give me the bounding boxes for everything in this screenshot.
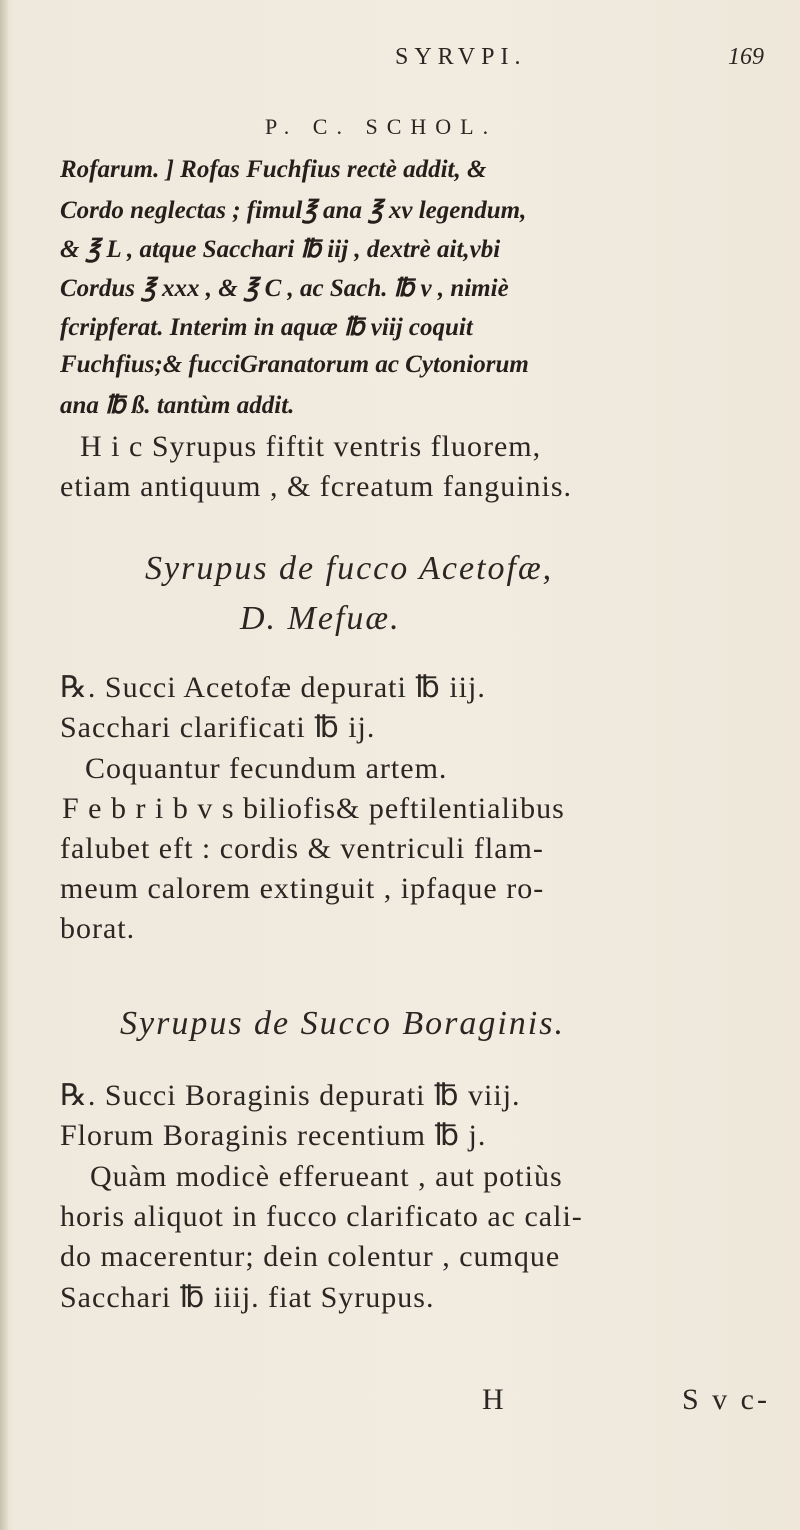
note-line: Rofarum. ] Rofas Fuchfius rectè addit, & [60, 156, 487, 183]
recipe-line: borat. [60, 912, 136, 945]
catchword: S v c- [682, 1383, 770, 1416]
recipe-line: F e b r i b v s biliofis& peftilentialibus [62, 792, 565, 825]
recipe-title: Syrupus de fucco Acetofæ, [145, 550, 554, 587]
note-line: Cordus ℥ xxx , & ℥ C , ac Sach. ℔ v , nimiè [60, 275, 509, 302]
page-number: 169 [728, 44, 764, 70]
note-line: fcripferat. Interim in aquæ ℔ viij coquit [60, 314, 473, 341]
recipe-line: Florum Boraginis recentium ℔ j. [60, 1119, 487, 1152]
recipe-line: Sacchari clarificati ℔ ij. [60, 711, 376, 744]
note-line: & ℥ L , atque Sacchari ℔ iij , dextrè ait,vbi [60, 236, 501, 263]
recipe-line: Coquantur fecundum artem. [85, 752, 448, 785]
recipe-line: Sacchari ℔ iiij. fiat Syrupus. [60, 1281, 435, 1314]
note-line: Fuchfius;& fucciGranatorum ac Cytoniorum [60, 351, 529, 378]
recipe-line: meum calorem extinguit , ipfaque ro- [60, 872, 545, 905]
page-spine-edge [0, 0, 8, 1530]
recipe-line: ℞. Succi Boraginis depurati ℔ viij. [60, 1079, 521, 1112]
recipe-line: falubet eft : cordis & ventriculi flam- [60, 832, 544, 865]
running-title: SYRVPI. [395, 44, 527, 70]
recipe-line: Quàm modicè efferueant , aut potiùs [90, 1160, 563, 1193]
recipe-line: ℞. Succi Acetofæ depurati ℔ iij. [60, 671, 486, 704]
signature-mark: H [482, 1383, 504, 1416]
body-line: etiam antiquum , & fcreatum fanguinis. [60, 470, 573, 503]
note-line: ana ℔ ß. tantùm addit. [60, 392, 295, 419]
body-line: H i c Syrupus fiftit ventris fluorem, [80, 430, 542, 463]
recipe-line: do macerentur; dein colentur , cumque [60, 1240, 561, 1273]
note-line: Cordo neglectas ; fimul℥ ana ℥ xv legendum, [60, 197, 527, 224]
recipe-title: Syrupus de Succo Boraginis. [120, 1005, 565, 1042]
section-heading: P. C. SCHOL. [265, 114, 498, 139]
recipe-author: D. Mefuæ. [240, 600, 401, 637]
recipe-line: horis aliquot in fucco clarificato ac cali- [60, 1200, 583, 1233]
